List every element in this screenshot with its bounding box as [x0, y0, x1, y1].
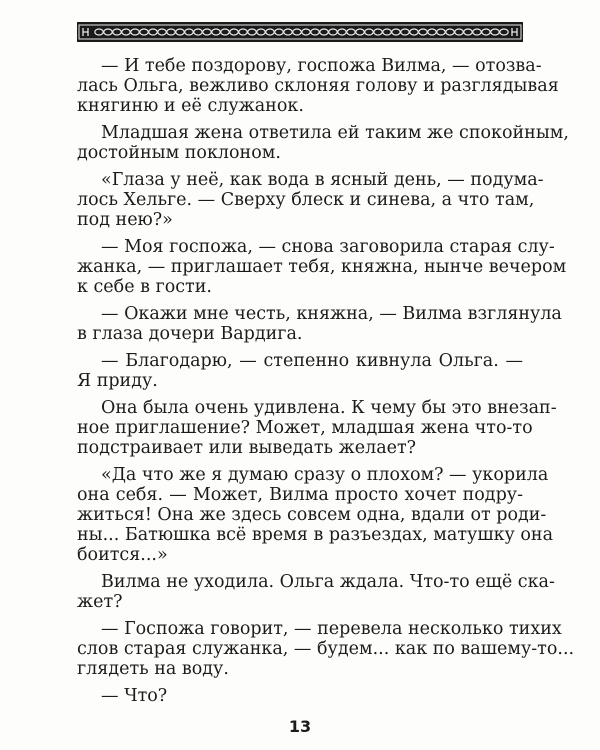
text-line: лась Ольга, вежливо склоняя голову и разглядывая [77, 76, 559, 96]
text-line: «Да что же я думаю сразу о плохом? — укорила [101, 465, 549, 485]
page-number: 13 [288, 717, 312, 736]
ornament-border-icon [77, 22, 523, 42]
paragraph [77, 170, 544, 230]
text-line: — И тебе поздорову, госпожа Вилма, — отозва- [101, 56, 542, 76]
text-line: княгиню и её служанок. [77, 96, 304, 116]
text-line: «Глаза у неё, как вода в ясный день, — подума- [101, 170, 544, 190]
paragraph [77, 304, 562, 344]
paragraph [77, 686, 523, 706]
paragraph [77, 572, 555, 612]
text-line: к себе в гости. [77, 277, 212, 297]
paragraph [77, 123, 569, 163]
text-line: ное приглашение? Может, младшая жена что-то [77, 418, 533, 438]
text-line: — Благодарю, — степенно кивнула Ольга. — [101, 351, 523, 371]
text-line: лось Хельге. — Сверху блеск и синева, а что там, [77, 190, 535, 210]
text-line: ны... Батюшка всё время в разъездах, матушку она [77, 525, 554, 545]
paragraph [77, 351, 523, 391]
text-line: достойным поклоном. [77, 143, 281, 163]
paragraph [77, 237, 567, 297]
text-line: в глаза дочери Вардига. [77, 324, 303, 344]
text-line: — Госпожа говорит, — перевела несколько тихих [101, 619, 562, 639]
paragraph [77, 56, 559, 116]
book-page-text [77, 56, 575, 713]
text-line: жанка, — приглашает тебя, княжна, нынче вечером [77, 257, 567, 277]
text-line: Младшая жена ответила ей таким же спокойным, [101, 123, 569, 143]
text-line: — Что? [101, 686, 168, 706]
paragraph [77, 619, 575, 679]
text-line: под нею?» [77, 210, 173, 230]
text-line: Я приду. [77, 371, 158, 391]
text-line: житься! Она же здесь совсем одна, вдали от роди- [77, 505, 547, 525]
ornamental-header-band [77, 22, 523, 42]
paragraph [77, 398, 557, 458]
text-line: слов старая служанка, — будем... как по вашему-то... [77, 639, 575, 659]
text-line: подстраивает или выведать желает? [77, 438, 417, 458]
paragraph [77, 465, 554, 565]
text-line: глядеть на воду. [77, 659, 229, 679]
text-line: боится...» [77, 545, 168, 565]
text-line: жет? [77, 592, 123, 612]
text-line: — Окажи мне честь, княжна, — Вилма взглянула [101, 304, 562, 324]
text-line: Вилма не уходила. Ольга ждала. Что-то ещё ска- [101, 572, 555, 592]
text-line: — Моя госпожа, — снова заговорила старая слу- [101, 237, 555, 257]
text-line: она себя. — Может, Вилма просто хочет подру- [77, 485, 523, 505]
text-line: Она была очень удивлена. К чему бы это внезап- [101, 398, 557, 418]
